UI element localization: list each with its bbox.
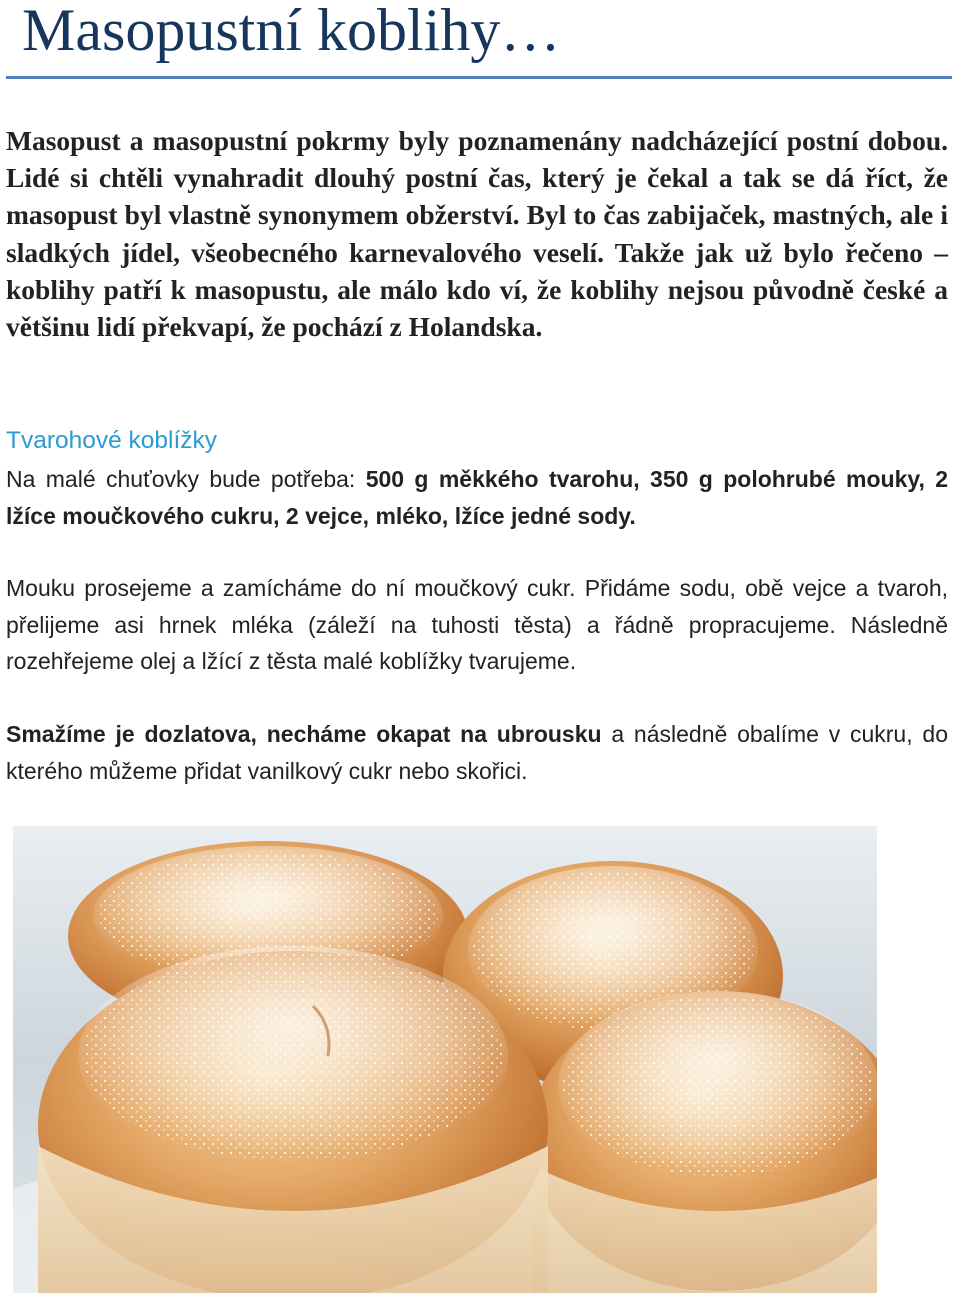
ingredients-list: 500 g měkkého tvarohu, 350 g polohrubé mouky, 2 lžíce moučkového cukru, 2 vejce, mléko, lžíce jedné sody.	[6, 466, 948, 529]
frying-rest-text: a následně obalíme v cukru, do kterého můžeme přidat vanilkový cukr nebo skořici.	[6, 721, 948, 784]
recipe-title: Tvarohové koblížky	[6, 427, 218, 454]
doughnut-front-left	[38, 946, 548, 1293]
instructions-paragraph: Mouku prosejeme a zamícháme do ní moučkový cukr. Přidáme sodu, obě vejce a tvaroh, přelijeme asi hrnek mléka (záleží na tuhosti těsta) a řádně propracujeme. Následně rozehřejeme olej a lžící z těsta malé koblížky tvarujeme.	[6, 575, 948, 674]
ingredients-lead: Na malé chuťovky bude potřeba:	[6, 466, 366, 492]
ingredients-paragraph	[6, 461, 948, 534]
doughnuts-photo	[13, 826, 877, 1293]
title-underline	[6, 76, 952, 79]
intro-paragraph: Masopust a masopustní pokrmy byly poznamenány nadcházející postní dobou. Lidé si chtěli vynahradit dlouhý postní čas, který je čekal a tak se dá říct, že masopust byl vlastně synonymem obžerství. Byl to čas zabijaček, mastných, ale i sladkých jídel, všeobecného karnevalového veselí. Takže jak už bylo řečeno – koblihy patří k masopustu, ale málo kdo ví, že koblihy nejsou původně české a většinu lidí překvapí, že pochází z Holandska.	[6, 125, 948, 343]
frying-bold-text: Smažíme je dozlatova, necháme okapat na ubrousku	[6, 721, 602, 747]
frying-paragraph	[6, 716, 948, 789]
page-title: Masopustní koblihy…	[22, 0, 561, 63]
